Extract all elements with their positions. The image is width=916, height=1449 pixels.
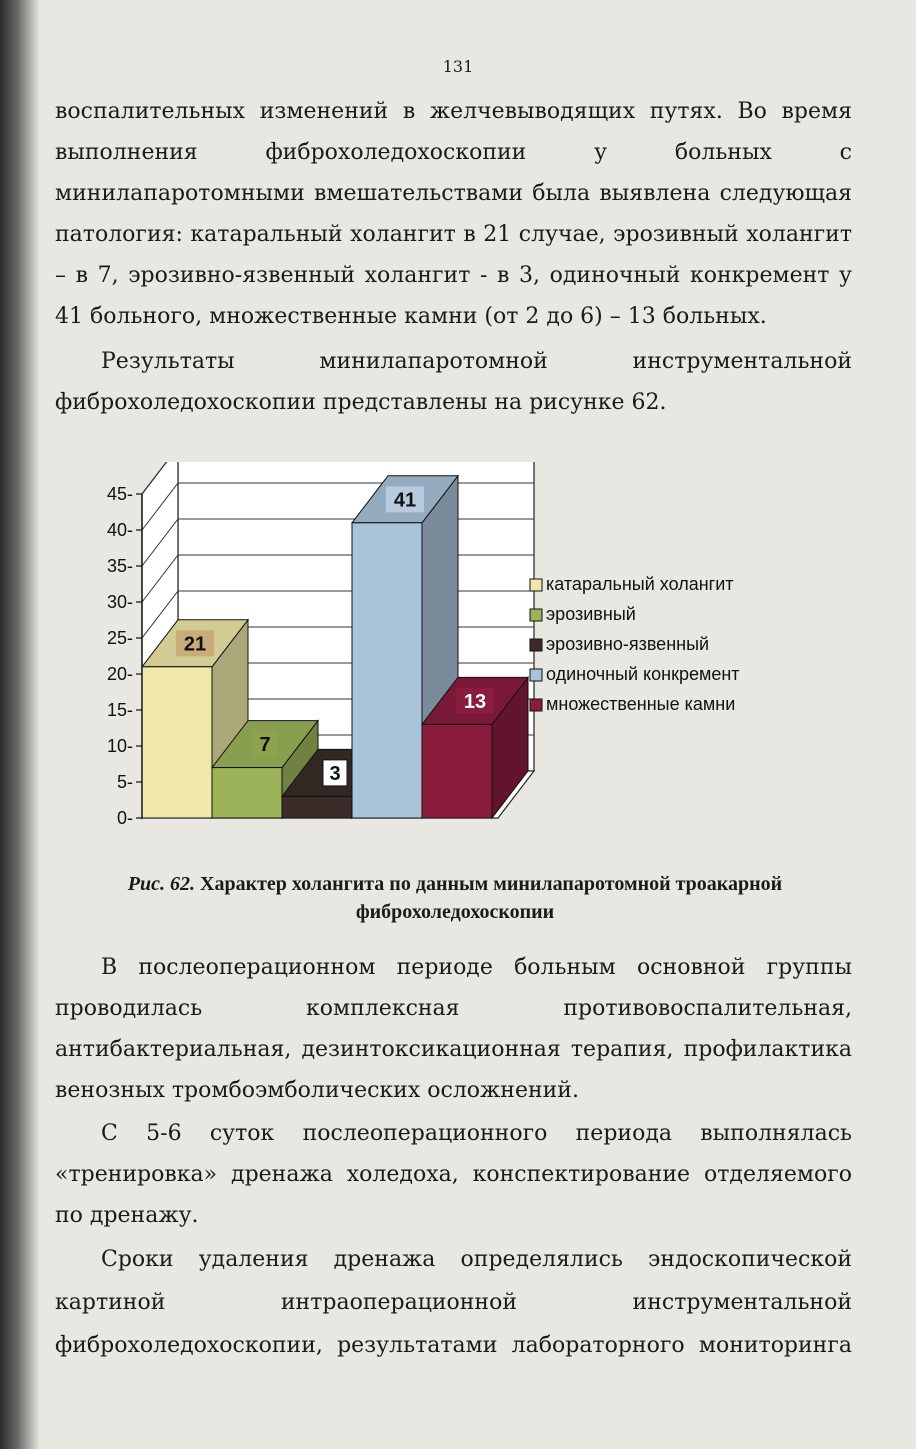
data-label: 13 — [463, 690, 487, 713]
legend-label: одиночный конкремент — [546, 664, 740, 684]
paragraph-5 — [55, 1238, 852, 1367]
y-tick-label: 5- — [116, 772, 133, 792]
text-line: Сроки удаления дренажа определялись эндоскопической — [101, 1247, 852, 1272]
data-label: 3 — [329, 762, 341, 785]
text-line: воспалительных изменений в желчевыводящих путях. Во время — [55, 99, 852, 124]
data-label: 7 — [259, 734, 271, 757]
bar-front — [352, 523, 422, 818]
text-line: Результаты минилапаротомной инструментальной — [101, 349, 852, 374]
legend-label: эрозивно-язвенный — [546, 634, 710, 654]
text-line: «тренировка» дренажа холедоха, конспектирование отделяемого — [55, 1162, 852, 1187]
figure-caption — [55, 870, 855, 926]
y-tick-label: 30- — [106, 592, 133, 612]
paragraph-3 — [55, 947, 852, 1111]
y-tick-label: 35- — [106, 556, 133, 576]
text-line: выполнения фиброхоледохоскопии у больных с — [55, 140, 852, 165]
y-axis-ticks — [107, 484, 142, 828]
text-line: патология: катаральный холангит в 21 случае, эрозивный холангит — [55, 222, 852, 247]
data-label: 21 — [183, 633, 207, 656]
legend-swatch — [530, 609, 542, 621]
paragraph-2 — [55, 341, 852, 423]
legend-swatch — [530, 579, 542, 591]
legend-swatch — [530, 699, 542, 711]
text-line: картиной интраоперационной инструментальной — [55, 1290, 852, 1315]
y-tick-label: 25- — [106, 628, 133, 648]
text-line: С 5-6 суток послеоперационного периода выполнялась — [101, 1121, 852, 1146]
cholangitis-bar-chart — [90, 462, 850, 837]
page-edge-shadow — [0, 0, 40, 1449]
paragraph-1 — [55, 91, 852, 337]
y-tick-label: 15- — [106, 700, 133, 720]
text-line: В послеоперационном периоде больным основной группы — [101, 955, 852, 980]
text-line: – в 7, эрозивно-язвенный холангит - в 3, одиночный конкремент у — [55, 263, 852, 288]
figure-label: Рис. 62. — [127, 873, 195, 895]
legend-swatch — [530, 639, 542, 651]
text-line: проводилась комплексная противовоспалительная, — [55, 996, 852, 1021]
bar-front — [142, 667, 212, 818]
page-number: 131 — [442, 57, 474, 76]
legend-label: катаральный холангит — [546, 574, 734, 594]
y-tick-label: 45- — [106, 484, 133, 504]
legend-label: эрозивный — [546, 604, 636, 624]
text-line: 41 больного, множественные камни (от 2 до 6) – 13 больных. — [55, 304, 767, 329]
bar-front — [282, 796, 352, 818]
text-line: фиброхоледохоскопии, результатами лабораторного мониторинга — [55, 1333, 852, 1358]
y-tick-label: 0- — [116, 808, 133, 828]
y-tick-label: 40- — [106, 520, 133, 540]
text-line: фиброхоледохоскопии представлены на рисунке 62. — [55, 390, 667, 415]
y-tick-label: 20- — [106, 664, 133, 684]
text-line: минилапаротомными вмешательствами была выявлена следующая — [55, 181, 852, 206]
text-line: венозных тромбоэмболических осложнений. — [55, 1078, 579, 1103]
bar-front — [212, 768, 282, 818]
figure-caption-text: Характер холангита по данным минилапаротомной троакарной фиброхоледохоскопии — [200, 873, 783, 923]
bar-front — [422, 724, 492, 818]
data-label: 41 — [393, 489, 417, 512]
y-tick-label: 10- — [106, 736, 133, 756]
legend-swatch — [530, 669, 542, 681]
legend-label: множественные камни — [546, 694, 736, 714]
paragraph-4 — [55, 1113, 852, 1236]
text-line: антибактериальная, дезинтоксикационная терапия, профилактика — [55, 1037, 852, 1062]
chart-legend — [530, 574, 740, 714]
text-line: по дренажу. — [55, 1203, 199, 1228]
